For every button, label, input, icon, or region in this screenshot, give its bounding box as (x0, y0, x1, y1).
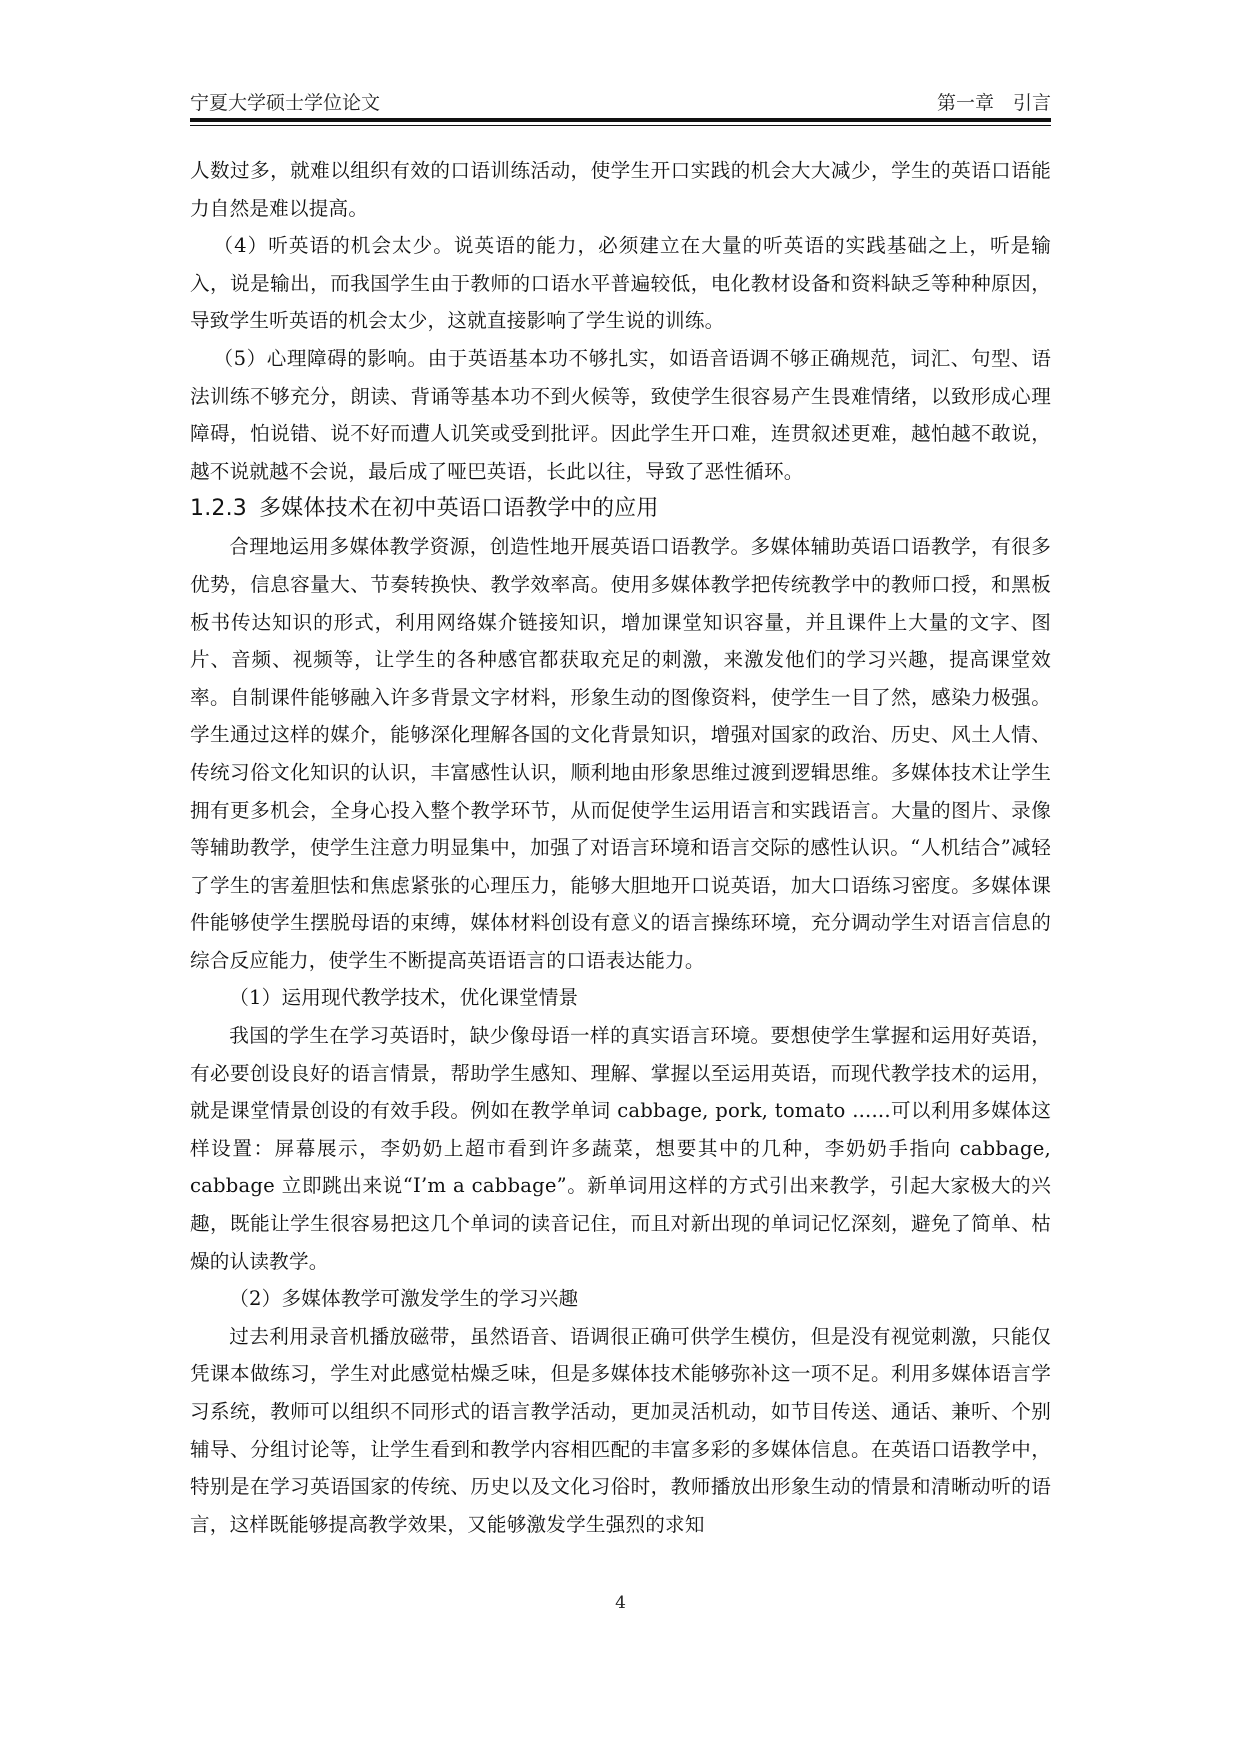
page-number: 4 (615, 1593, 626, 1613)
header-rule-thick (190, 118, 1051, 122)
subheading-2: （2）多媒体教学可激发学生的学习兴趣 (229, 1287, 579, 1311)
section-title: 多媒体技术在初中英语口语教学中的应用 (258, 496, 659, 522)
section-heading (190, 490, 1051, 528)
section-paragraph: 合理地运用多媒体教学资源，创造性地开展英语口语教学。多媒体辅助英语口语教学，有很多优势，信息容量大、节奏转换快、教学效率高。使用多媒体教学把传统教学中的教师口授，和黑板板书传达知识的形式，利用网络媒介链接知识，增加课堂知识容量，并且课件上大量的文字、图片、音频、视频等，让学生的各种感官都获取充足的刺激，来激发他们的学习兴趣，提高课堂效率。自制课件能够融入许多背景文字材料，形象生动的图像资料，使学生一目了然，感染力极强。学生通过这样的媒介，能够深化理解各国的文化背景知识，增强对国家的政治、历史、风土人情、传统习俗文化知识的认识，丰富感性认识，顺利地由形象思维过渡到逻辑思维。多媒体技术让学生拥有更多机会，全身心投入整个教学环节，从而促使学生运用语言和实践语言。大量的图片、录像等辅助教学，使学生注意力明显集中，加强了对语言环境和语言交际的感性认识。“人机结合”减轻了学生的害羞胆怯和焦虑紧张的心理压力，能够大胆地开口说英语，加大口语练习密度。多媒体课件能够使学生摆脱母语的束缚，媒体材料创设有意义的语言操练环境，充分调动学生对语言信息的综合反应能力，使学生不断提高英语语言的口语表达能力。 (190, 535, 1051, 972)
subsection-2-paragraph: 过去利用录音机播放磁带，虽然语音、语调很正确可供学生模仿，但是没有视觉刺激，只能仅凭课本做练习，学生对此感觉枯燥乏味，但是多媒体技术能够弥补这一项不足。利用多媒体语言学习系统，教师可以组织不同形式的语言教学活动，更加灵活机动，如节目传送、通话、兼听、个别辅导、分组讨论等，让学生看到和教学内容相匹配的丰富多彩的多媒体信息。在英语口语教学中，特别是在学习英语国家的传统、历史以及文化习俗时，教师播放出形象生动的情景和清晰动听的语言，这样既能够提高教学效果，又能够激发学生强烈的求知 (190, 1324, 1051, 1536)
paragraph-continued: 人数过多，就难以组织有效的口语训练活动，使学生开口实践的机会大大减少，学生的英语口语能力自然是难以提高。 (190, 159, 1051, 220)
header-chapter-title: 第一章 引言 (936, 92, 1051, 114)
subsection-1-paragraph: 我国的学生在学习英语时，缺少像母语一样的真实语言环境。要想使学生掌握和运用好英语，有必要创设良好的语言情景，帮助学生感知、理解、掌握以至运用英语，而现代教学技术的运用，就是课堂情景创设的有效手段。例如在教学单词 cabbage, pork, tomato ......可以利用多媒体这样设置：屏幕展示，李奶奶上超市看到许多蔬菜，想要其中的几种，李奶奶手指向 cabbage, cabbage 立即跳出来说“I’m a cabbage”。新单词用这样的方式引出来教学，引起大家极大的兴趣，既能让学生很容易把这几个单词的读音记住，而且对新出现的单词记忆深刻，避免了简单、枯燥的认读教学。 (190, 1024, 1051, 1273)
running-header (190, 84, 1051, 118)
page-body (190, 152, 1051, 1543)
subheading-1: （1）运用现代教学技术，优化课堂情景 (229, 986, 579, 1010)
header-rule-thin (190, 125, 1051, 126)
header-thesis-title: 宁夏大学硕士学位论文 (190, 92, 381, 114)
section-number: 1.2.3 (190, 496, 247, 522)
paragraph-item-4: （4）听英语的机会太少。说英语的能力，必须建立在大量的听英语的实践基础之上，听是输入，说是输出，而我国学生由于教师的口语水平普遍较低，电化教材设备和资料缺乏等种种原因，导致学生听英语的机会太少，这就直接影响了学生说的训练。 (190, 234, 1051, 333)
paragraph-item-5: （5）心理障碍的影响。由于英语基本功不够扎实，如语音语调不够正确规范，词汇、句型、语法训练不够充分，朗读、背诵等基本功不到火候等，致使学生很容易产生畏难情绪，以致形成心理障碍，怕说错、说不好而遭人讥笑或受到批评。因此学生开口难，连贯叙述更难，越怕越不敢说，越不说就越不会说，最后成了哑巴英语，长此以往，导致了恶性循环。 (190, 346, 1051, 483)
